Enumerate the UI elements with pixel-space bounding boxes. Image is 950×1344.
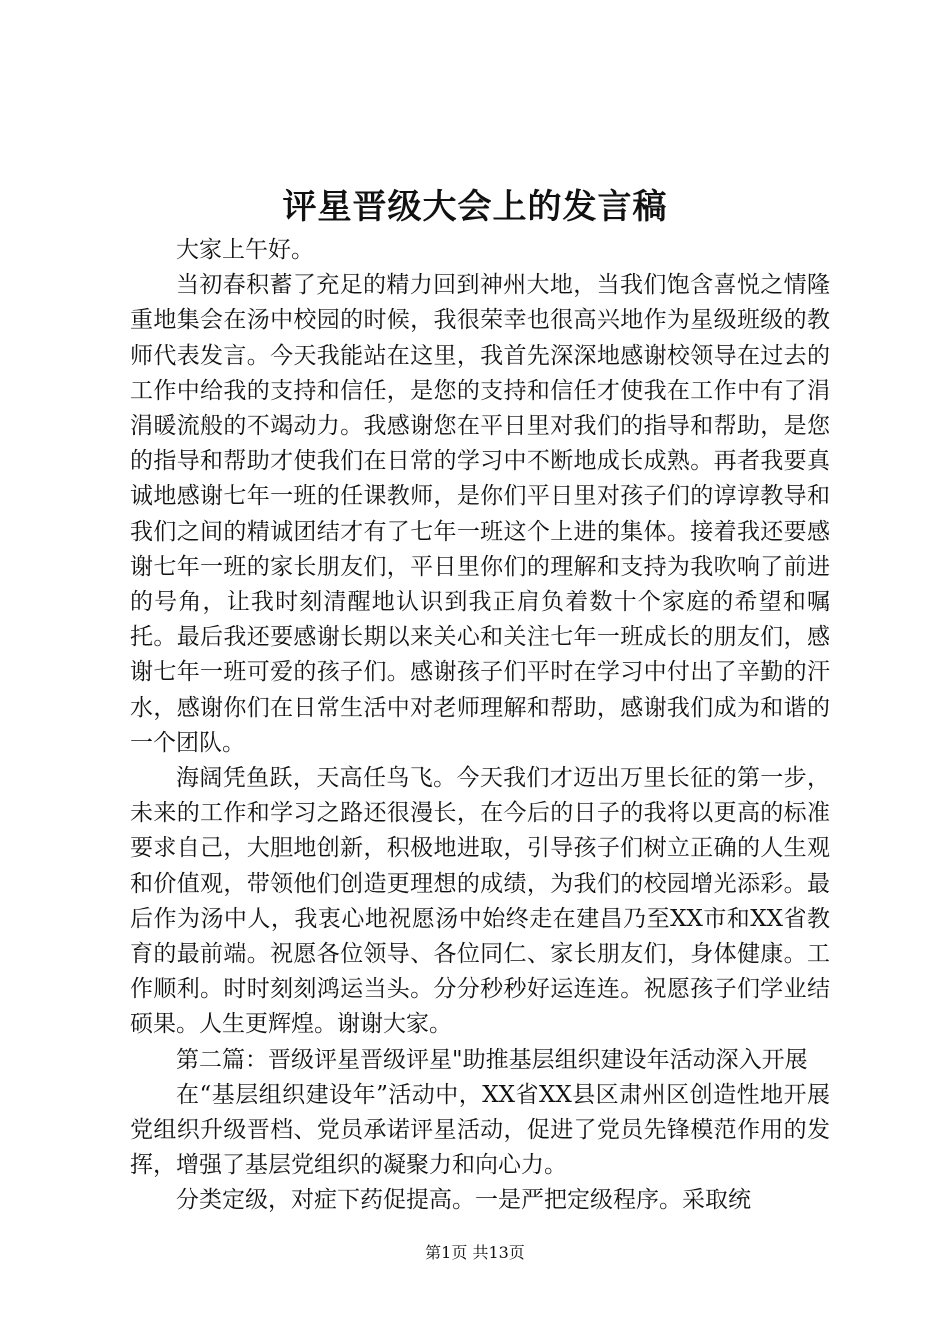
document-title: 评星晋级大会上的发言稿 <box>282 187 668 227</box>
paragraph-thanks: 当初春积蓄了充足的精力回到神州大地，当我们饱含喜悦之情隆重地集会在汤中校园的时候，我很荣幸也很高兴地作为星级班级的教师代表发言。今天我能站在这里，我首先深深地感谢校领导在过去的工作中给我的支持和信任，是您的支持和信任才使我在工作中有了涓涓暖流般的不竭动力。我感谢您在平日里对我们的指导和帮助，是您的指导和帮助才使我们在日常的学习中不断地成长成熟。再者我要真诚地感谢七年一班的任课教师，是你们平日里对孩子们的谆谆教导和我们之间的精诚团结才有了七年一班这个上进的集体。接着我还要感谢七年一班的家长朋友们，平日里你们的理解和支持为我吹响了前进的号角，让我时刻清醒地认识到我正肩负着数十个家庭的希望和嘱托。最后我还要感谢长期以来关心和关注七年一班成长的朋友们，感谢七年一班可爱的孩子们。感谢孩子们平时在学习中付出了辛勤的汗水，感谢你们在日常生活中对老师理解和帮助，感谢我们成为和谐的一个团队。 <box>130 272 830 756</box>
document-body <box>130 233 830 1219</box>
paragraph-classification: 分类定级，对症下药促提高。一是严把定级程序。采取统 <box>176 1187 751 1214</box>
paragraph-wishes: 海阔凭鱼跃，天高任鸟飞。今天我们才迈出万里长征的第一步，未来的工作和学习之路还很漫长，在今后的日子的我将以更高的标准要求自己，大胆地创新，积极地进取，引导孩子们树立正确的人生观和价值观，带领他们创造更理想的成绩，为我们的校园增光添彩。最后作为汤中人，我衷心地祝愿汤中始终走在建昌乃至XX市和XX省教育的最前端。祝愿各位领导、各位同仁、家长朋友们，身体健康。工作顺利。时时刻刻鸿运当头。分分秒秒好运连连。祝愿孩子们学业结硕果。人生更辉煌。谢谢大家。 <box>130 765 830 1038</box>
page-number: 第1页 共13页 <box>425 1243 525 1262</box>
paragraph-intro: 在“基层组织建设年”活动中，XX省XX县区肃州区创造性地开展党组织升级晋档、党员承诺评星活动，促进了党员先锋模范作用的发挥，增强了基层党组织的凝聚力和向心力。 <box>130 1081 830 1179</box>
paragraph-second-title: 第二篇：晋级评星晋级评星"助推基层组织建设年活动深入开展 <box>176 1046 808 1073</box>
paragraph-greeting: 大家上午好。 <box>176 237 314 263</box>
